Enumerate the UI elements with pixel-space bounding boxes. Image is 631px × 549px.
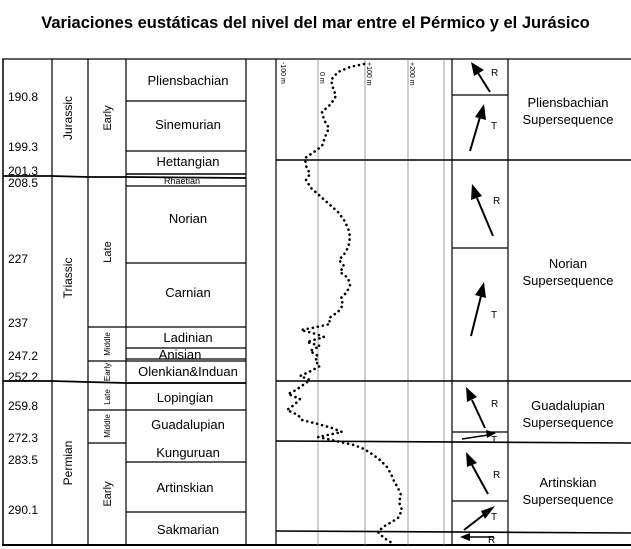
stage-label: Sakmarian	[156, 522, 220, 537]
cycle-label: R	[493, 196, 501, 207]
stage-labels	[138, 73, 238, 537]
sea-level-grid	[318, 59, 444, 545]
cycle-label: R	[493, 470, 501, 481]
supersequence-label: Supersequence	[522, 492, 614, 507]
supersequence-label: Artinskian	[539, 475, 597, 490]
stage-label: Lopingian	[156, 390, 214, 405]
cycle-labels	[488, 68, 500, 546]
supersequence-label: Pliensbachian	[527, 95, 609, 110]
regression-arrow	[471, 184, 493, 236]
stage-label: Norian	[168, 211, 208, 226]
cycle-label: T	[491, 512, 498, 523]
age-label: 199.3	[8, 140, 39, 154]
supersequence-label: Guadalupian	[531, 398, 605, 413]
stage-label: Ladinian	[163, 330, 213, 345]
supersequence-label: Norian	[548, 256, 588, 271]
stage-label: Kunguruan	[156, 445, 220, 460]
stage-label: Hettangian	[156, 154, 220, 169]
stage-label: Olenkian&Induan	[138, 364, 238, 379]
scale-label: +100 m	[365, 62, 372, 86]
epoch-label: Late	[102, 241, 114, 263]
regression-arrow	[471, 62, 490, 92]
stage-label: Artinskian	[156, 480, 214, 495]
period-labels	[61, 96, 75, 485]
transgression-arrow	[471, 282, 486, 336]
diagram-title: Variaciones eustáticas del nivel del mar entre el Pérmico y el Jurásico	[41, 14, 590, 32]
scale-labels	[279, 62, 415, 86]
regression-arrow	[466, 452, 488, 494]
cycle-label: R	[491, 68, 499, 79]
stage-label: Anisian	[158, 347, 202, 362]
epoch-label: Late	[103, 389, 112, 405]
regression-arrow	[466, 387, 485, 428]
sea-level-curve	[287, 64, 402, 543]
major-boundaries	[3, 160, 631, 533]
scale-label: -100 m	[279, 62, 286, 84]
stage-label: Pliensbachian	[147, 73, 229, 88]
cycle-label: T	[491, 310, 498, 321]
scale-label: 0 m	[318, 72, 325, 84]
period-label: Permian	[61, 440, 75, 486]
cycle-label: R	[488, 535, 496, 546]
epoch-label: Middle	[103, 332, 112, 356]
age-label: 190.8	[8, 90, 39, 104]
stage-label: Sinemurian	[155, 117, 221, 132]
stage-label: Guadalupian	[151, 417, 225, 432]
cycle-label: R	[491, 399, 499, 410]
stage-label: Rhaetian	[163, 176, 201, 186]
age-label: 237	[8, 316, 29, 330]
age-label: 283.5	[8, 453, 39, 467]
supersequence-labels	[522, 95, 613, 507]
cycle-label: T	[491, 121, 498, 132]
supersequence-label: Supersequence	[522, 273, 614, 288]
epoch-label: Early	[103, 362, 112, 382]
period-label: Jurassic	[61, 95, 75, 141]
stage-label: Carnian	[165, 285, 211, 300]
age-label: 272.3	[8, 431, 39, 445]
frame	[2, 59, 631, 545]
age-label: 252.2	[8, 370, 39, 384]
epoch-label: Middle	[103, 414, 112, 438]
cycle-arrows	[460, 62, 499, 541]
scale-label: +200 m	[408, 62, 415, 86]
supersequence-label: Supersequence	[522, 415, 614, 430]
age-label: 259.8	[8, 399, 39, 413]
period-label: Triassic	[61, 257, 75, 299]
epoch-labels	[102, 105, 114, 507]
age-label: 290.1	[8, 503, 39, 517]
transgression-arrow	[470, 104, 486, 151]
age-label: 247.2	[8, 349, 39, 363]
age-label: 208.5	[8, 176, 39, 190]
epoch-label: Early	[102, 481, 114, 507]
age-labels	[8, 90, 38, 517]
supersequence-label: Supersequence	[522, 112, 614, 127]
epoch-label: Early	[102, 105, 114, 131]
age-label: 227	[8, 252, 29, 266]
age-label: 201.3	[8, 164, 39, 178]
cycle-label: T	[491, 435, 498, 446]
